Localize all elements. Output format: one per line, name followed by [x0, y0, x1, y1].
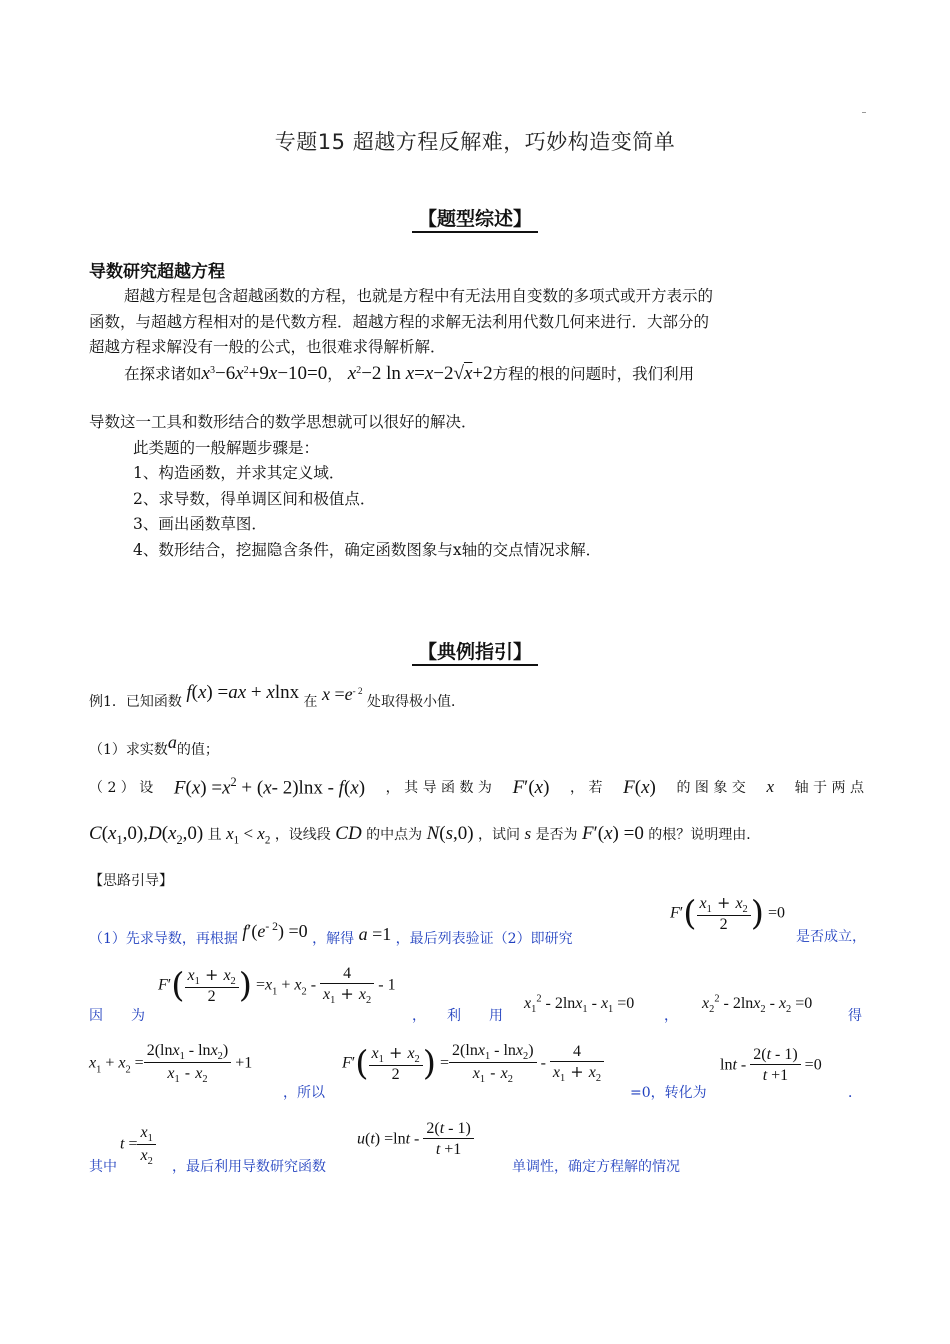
guide-formula-7: lnt - $\frac{2(t - 1)}{t +1}$ =0	[720, 1046, 822, 1084]
guide-line-2b: ， 利 用	[412, 1008, 503, 1024]
guide-formula-9: u(t) =lnt - $\frac{2(t - 1)}{t +1}$	[357, 1120, 474, 1159]
guide-formula-3: $x_1^2 - 2\ln x_1 - x_1 =0$	[524, 993, 635, 1016]
section-heading-overview: 【题型综述】	[0, 204, 950, 231]
step-item: 1、构造函数，并求其定义域．	[133, 464, 345, 482]
example-q1: （1）求实数a的值；	[89, 732, 219, 758]
guide-line-4c: 单调性，确定方程解的情况	[512, 1159, 680, 1175]
example-q2-line-1: （ 2 ） 设 $F(x) =x^2 + (x-$ 2)lnx - f(x) ， 其 导 函 数 为 F′(x) ， 若 F(x) 的 图 象 交 x 轴 于 两 点	[89, 775, 864, 799]
page-title: 专题15 超越方程反解难，巧妙构造变简单	[274, 130, 676, 154]
intro-line-5: 导数这一工具和数形结合的数学思想就可以很好的解决．	[89, 413, 477, 431]
guide-line-2d: 得	[848, 1008, 862, 1024]
steps-heading: 此类题的一般解题步骤是：	[133, 439, 320, 457]
guide-formula-5: $x_1 + x_2$ = $\frac{2(\ln x_1 - \ln x_2)}{x_1 - x_2}$ +1	[89, 1042, 253, 1086]
step-item: 2、求导数，得单调区间和极值点．	[133, 490, 376, 508]
guide-formula-4: $x_2^2 - 2\ln x_2 - x_2 =0$	[702, 993, 813, 1016]
guide-line-1a: （1）先求导数，再根据 $f'(e^{- 2}) =0$ ，解得 a =1 ，最后列表验证（2）即研究	[89, 920, 573, 947]
guide-formula-6: F′( $\frac{x_1 + x_2}{2}$ ) = $\frac{2(\ln x_1 - \ln x_2)}{x_1 - x_2}$ - $\frac{4}{x_1 + x_2}$	[342, 1042, 604, 1085]
intro-line-3: 超越方程求解没有一般的公式，也很难求得解析解．	[89, 338, 446, 356]
intro-line-1: 超越方程是包含超越函数的方程，也就是方程中有无法用自变数的多项式或开方表示的	[124, 287, 714, 305]
guide-formula-8: t = $\frac{x_1}{x_2}$	[120, 1122, 156, 1167]
example-q2-line-2: $C(x_1,0),D(x_2,0)$ 且 $x_1 < x_2$ ，设线段 CD 的中点为 N(s,0) ，试问 s 是否为 F′(x) =0 的根？说明理由．	[89, 823, 761, 847]
guide-formula-2: F′( $\frac{x_1 + x_2}{2}$ ) $=x_1 + x_2$ - $\frac{4}{x_1 + x_2}$ - 1	[158, 965, 396, 1007]
subheading: 导数研究超越方程	[89, 262, 225, 282]
guide-line-3a: ，所以	[283, 1085, 325, 1101]
step-item: 4、数形结合，挖掘隐含条件，确定函数图象与x轴的交点情况求解．	[133, 541, 602, 559]
guide-heading: 【思路引导】	[89, 873, 173, 889]
guide-line-4a: 其中	[89, 1159, 117, 1175]
intro-line-4: 在探求诸如$x^3-6x^2+9x-10=0$， $x^2-2$ ln x=x−2√x+2方程的根的问题时，我们利用	[124, 363, 695, 384]
intro-line-2: 函数，与超越方程相对的是代数方程．超越方程的求解无法利用代数几何来进行．大部分的	[89, 313, 710, 331]
guide-line-2a: 因 为	[89, 1008, 145, 1024]
section-heading-examples: 【典例指引】	[0, 637, 950, 664]
step-item: 3、画出函数草图．	[133, 515, 267, 533]
guide-line-3c: ．	[848, 1085, 862, 1101]
guide-line-3b: =0，转化为	[630, 1085, 707, 1101]
guide-line-2c: ，	[664, 1008, 678, 1024]
guide-line-1b: 是否成立，	[796, 929, 866, 945]
example-line-1: 例1．已知函数 f(x) =ax + xlnx 在 $x =e^{- 2}$ 处取得极小值．	[89, 682, 465, 710]
guide-line-4b: ，最后利用导数研究函数	[172, 1159, 326, 1175]
page-mark	[862, 112, 866, 113]
guide-formula-Fprime-mid: F′( $\frac{x_1 + x_2}{2}$ ) =0	[670, 893, 786, 934]
